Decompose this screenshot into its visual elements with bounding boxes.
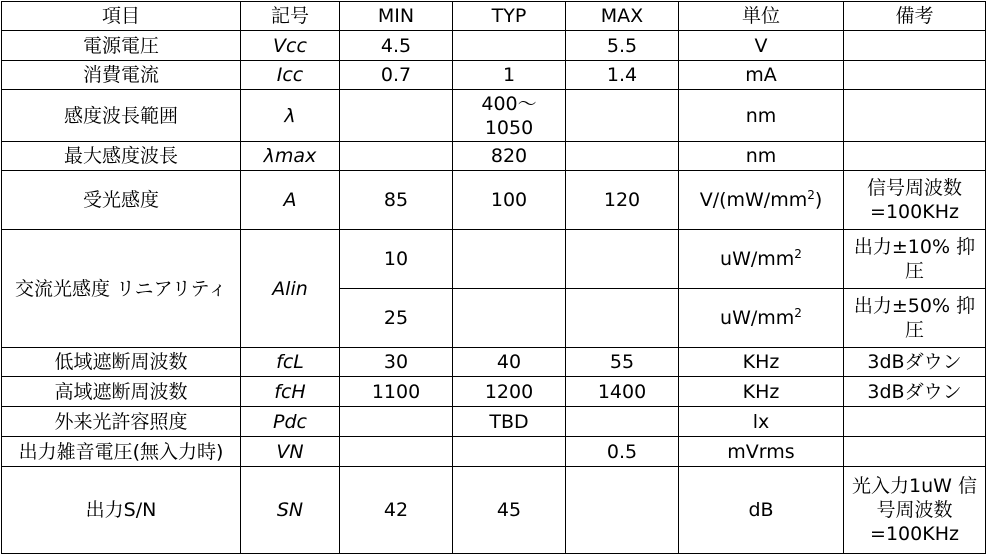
header-typ: TYP [453, 2, 566, 31]
item-cell: 出力S/N [2, 467, 241, 554]
header-note: 備考 [844, 2, 986, 31]
typ-cell: 45 [453, 467, 566, 554]
item-cell: 低域遮断周波数 [2, 348, 241, 377]
typ-cell [453, 230, 566, 289]
header-row [2, 2, 986, 31]
max-cell [566, 407, 679, 437]
table-row [2, 407, 986, 437]
note-cell [844, 61, 986, 90]
table-row [2, 377, 986, 407]
unit-cell: mVrms [679, 437, 844, 467]
min-cell: 4.5 [340, 31, 453, 61]
typ-cell: TBD [453, 407, 566, 437]
typ-cell: 820 [453, 142, 566, 171]
unit-exponent: 2 [794, 247, 802, 261]
item-cell: 外来光許容照度 [2, 407, 241, 437]
typ-cell [453, 289, 566, 348]
min-cell: 25 [340, 289, 453, 348]
note-cell [844, 407, 986, 437]
table-row [2, 142, 986, 171]
item-cell: 最大感度波長 [2, 142, 241, 171]
min-cell: 1100 [340, 377, 453, 407]
min-cell: 0.7 [340, 61, 453, 90]
symbol-cell: λmax [241, 142, 340, 171]
unit-cell: nm [679, 142, 844, 171]
unit-cell [679, 171, 844, 230]
max-cell: 5.5 [566, 31, 679, 61]
symbol-cell: Pdc [241, 407, 340, 437]
unit-tail: ) [814, 189, 823, 211]
note-cell: 3dBダウン [844, 377, 986, 407]
table-row [2, 171, 986, 230]
table-row [2, 467, 986, 554]
max-cell: 55 [566, 348, 679, 377]
min-cell [340, 90, 453, 142]
max-cell [566, 142, 679, 171]
min-cell [340, 407, 453, 437]
header-min: MIN [340, 2, 453, 31]
header-symbol: 記号 [241, 2, 340, 31]
max-cell: 0.5 [566, 437, 679, 467]
symbol-cell: Alin [241, 230, 340, 348]
note-cell [844, 437, 986, 467]
max-cell [566, 230, 679, 289]
item-cell: 高域遮断周波数 [2, 377, 241, 407]
typ-cell: 1200 [453, 377, 566, 407]
typ-cell [453, 31, 566, 61]
max-cell [566, 467, 679, 554]
note-cell [844, 142, 986, 171]
min-cell [340, 437, 453, 467]
symbol-cell: VN [241, 437, 340, 467]
table-row [2, 437, 986, 467]
note-cell: 信号周波数 =100KHz [844, 171, 986, 230]
unit-cell [679, 289, 844, 348]
symbol-cell: Vcc [241, 31, 340, 61]
unit-exponent: 2 [807, 188, 815, 202]
unit-cell: lx [679, 407, 844, 437]
symbol-cell: λ [241, 90, 340, 142]
unit-cell [679, 230, 844, 289]
symbol-cell: fcL [241, 348, 340, 377]
unit-cell: V [679, 31, 844, 61]
header-unit: 単位 [679, 2, 844, 31]
symbol-cell: SN [241, 467, 340, 554]
item-cell: 感度波長範囲 [2, 90, 241, 142]
note-cell: 光入力1uW 信号周波数 =100KHz [844, 467, 986, 554]
item-cell: 電源電圧 [2, 31, 241, 61]
unit-base: uW/mm [720, 248, 795, 270]
table-row [2, 348, 986, 377]
typ-cell: 1 [453, 61, 566, 90]
note-cell [844, 90, 986, 142]
unit-cell: KHz [679, 377, 844, 407]
note-cell: 出力±50% 抑圧 [844, 289, 986, 348]
typ-cell: 100 [453, 171, 566, 230]
unit-cell: dB [679, 467, 844, 554]
spec-table [1, 1, 986, 554]
symbol-cell: fcH [241, 377, 340, 407]
symbol-cell: A [241, 171, 340, 230]
min-cell: 85 [340, 171, 453, 230]
max-cell: 120 [566, 171, 679, 230]
unit-cell: KHz [679, 348, 844, 377]
item-cell: 交流光感度 リニアリティ [2, 230, 241, 348]
min-cell: 10 [340, 230, 453, 289]
item-cell: 消費電流 [2, 61, 241, 90]
max-cell [566, 289, 679, 348]
table-row [2, 90, 986, 142]
max-cell: 1.4 [566, 61, 679, 90]
typ-cell [453, 437, 566, 467]
header-max: MAX [566, 2, 679, 31]
note-cell [844, 31, 986, 61]
unit-base: uW/mm [720, 307, 795, 329]
unit-base: V/(mW/mm [699, 189, 808, 211]
min-cell [340, 142, 453, 171]
table-row [2, 31, 986, 61]
typ-cell: 40 [453, 348, 566, 377]
min-cell: 42 [340, 467, 453, 554]
min-cell: 30 [340, 348, 453, 377]
note-cell: 出力±10% 抑圧 [844, 230, 986, 289]
unit-exponent: 2 [794, 306, 802, 320]
symbol-cell: Icc [241, 61, 340, 90]
unit-cell: mA [679, 61, 844, 90]
item-cell: 受光感度 [2, 171, 241, 230]
max-cell: 1400 [566, 377, 679, 407]
max-cell [566, 90, 679, 142]
table-row [2, 230, 986, 289]
note-cell: 3dBダウン [844, 348, 986, 377]
table-row [2, 61, 986, 90]
header-item: 項目 [2, 2, 241, 31]
unit-cell: nm [679, 90, 844, 142]
item-cell: 出力雑音電圧(無入力時) [2, 437, 241, 467]
typ-cell: 400～ 1050 [453, 90, 566, 142]
